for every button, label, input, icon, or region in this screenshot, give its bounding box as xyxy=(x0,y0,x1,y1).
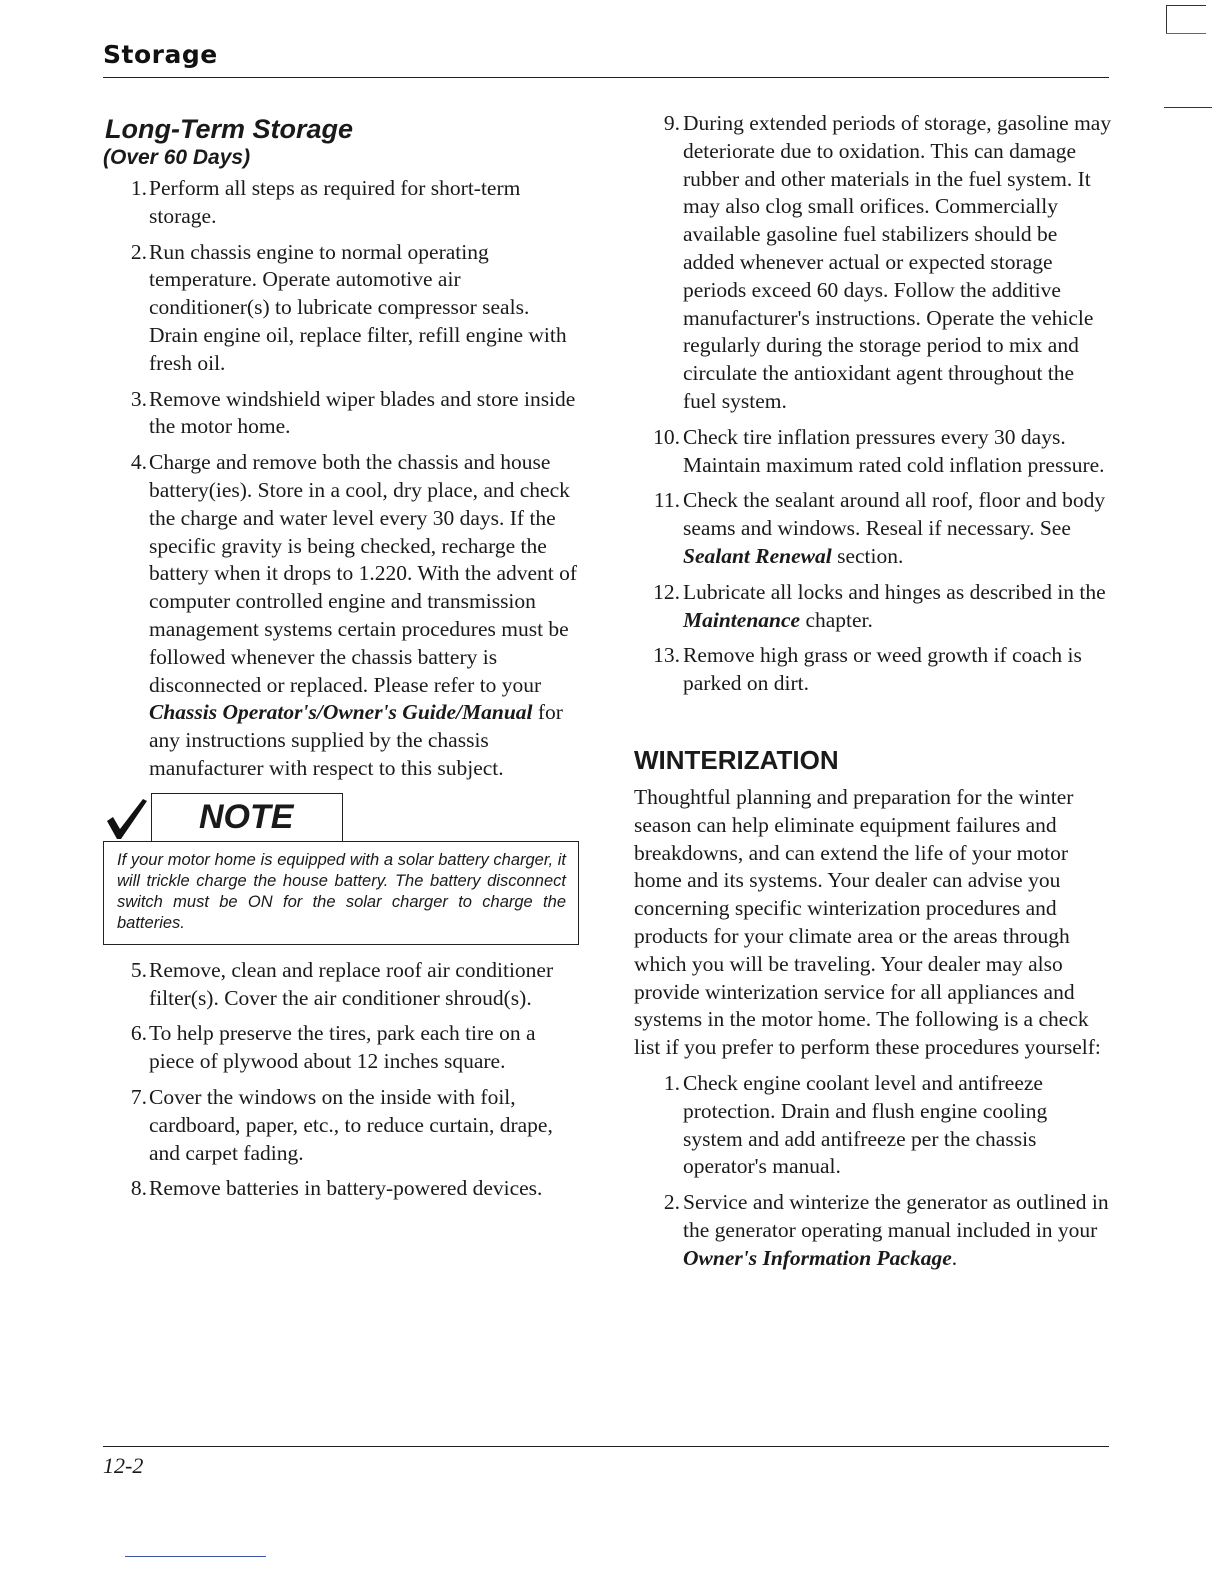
list-item xyxy=(634,110,1112,416)
list-item xyxy=(103,1175,583,1203)
list-item xyxy=(103,239,583,378)
long-term-storage-subtitle: (Over 60 Days) xyxy=(103,146,251,169)
step-text: Remove windshield wiper blades and store inside the motor home. xyxy=(149,386,576,439)
checkmark-icon xyxy=(103,795,149,841)
step-number: 3. xyxy=(130,386,147,411)
step-text: Remove, clean and replace roof air conditioner filter(s). Cover the air conditioner shroud(s). xyxy=(149,957,554,1010)
step-number: 9. xyxy=(663,111,680,135)
step-number: 7. xyxy=(130,1084,147,1109)
list-item xyxy=(634,1189,1112,1272)
step-text: . xyxy=(951,1245,958,1270)
storage-steps-list-continued xyxy=(103,957,583,1203)
step-number: 13. xyxy=(653,643,680,668)
list-item xyxy=(634,1070,1112,1181)
corner-mark xyxy=(1166,5,1206,6)
step-text: Lubricate all locks and hinges as described in the xyxy=(683,579,1106,604)
step-text: chapter. xyxy=(800,607,873,632)
left-column xyxy=(103,110,583,1211)
page-number: 12-2 xyxy=(103,1453,144,1478)
storage-steps-list-right xyxy=(634,110,1112,698)
step-text: Run chassis engine to normal operating temperature. Operate automotive air conditioner(s) to lubricate compressor seals. Drain engine oil, replace filter, refill engine with fresh oil. xyxy=(149,239,567,375)
step-text: Remove batteries in battery-powered devices. xyxy=(149,1176,543,1201)
package-reference: Owner's Information Package xyxy=(683,1245,952,1270)
list-item xyxy=(103,175,583,231)
step-text: Charge and remove both the chassis and house battery(ies). Store in a cool, dry place, and check the charge and water level every 30 days. If the specific gravity is being checked, recharge the battery when it drops to 1.220. With the advent of computer controlled engine and transmission management systems certain procedures must be followed whenever the chassis battery is disconnected or replaced. Please refer to your xyxy=(149,450,578,697)
footer-rule xyxy=(103,1446,1109,1447)
manual-reference: Chassis Operator's/Owner's Guide/Manual xyxy=(149,700,533,725)
step-number: 6. xyxy=(130,1021,147,1046)
bottom-edge-line xyxy=(125,1556,266,1557)
winterization-steps-list xyxy=(634,1070,1112,1273)
list-item xyxy=(634,487,1112,570)
step-number: 4. xyxy=(130,450,147,475)
corner-mark xyxy=(1166,33,1206,34)
list-item xyxy=(634,579,1112,635)
step-number: 10. xyxy=(653,424,680,449)
section-reference: Sealant Renewal xyxy=(683,543,832,568)
storage-steps-list xyxy=(103,175,583,783)
note-header xyxy=(103,793,579,841)
corner-mark xyxy=(1166,5,1167,33)
step-text: Check the sealant around all roof, floor and body seams and windows. Reseal if necessary. See xyxy=(683,488,1106,541)
corner-mark xyxy=(1164,107,1212,108)
step-text: During extended periods of storage, gasoline may deteriorate due to oxidation. This can damage rubber and other materials in the fuel system. It may also clog small orifices. Commercially available gasoline fuel stabilizers should be added whenever actual or expected storage periods exceed 60 days. Follow the additive manufacturer's instructions. Operate the vehicle regularly during the storage period to mix and circulate the antioxidant agent throughout the fuel system. xyxy=(683,111,1112,413)
step-text: Check engine coolant level and antifreeze protection. Drain and flush engine cooling system and add antifreeze per the chassis operator's manual. xyxy=(683,1070,1048,1179)
winterization-intro: Thoughtful planning and preparation for the winter season can help eliminate equipment failures and breakdowns, and can extend the life of your motor home and its systems. Your dealer can advise you concerning specific winterization procedures and products for your climate area or the areas through which you will be traveling. Your dealer may also provide winterization service for all appliances and systems in the motor home. The following is a check list if you prefer to perform these procedures yourself: xyxy=(634,784,1101,1060)
step-number: 1. xyxy=(130,176,147,200)
list-item xyxy=(634,642,1112,698)
step-text: Cover the windows on the inside with foil, cardboard, paper, etc., to reduce curtain, drape, and carpet fading. xyxy=(149,1084,553,1165)
step-number: 5. xyxy=(130,957,147,982)
note-callout xyxy=(103,793,579,945)
list-item xyxy=(103,1084,583,1167)
list-item xyxy=(103,449,583,783)
step-text: section. xyxy=(831,543,904,568)
step-number: 2. xyxy=(663,1190,680,1215)
step-number: 2. xyxy=(130,239,147,264)
long-term-storage-title: Long-Term Storage xyxy=(105,114,354,144)
section-header-title: Storage xyxy=(103,40,218,69)
list-item xyxy=(103,1020,583,1076)
step-text: To help preserve the tires, park each tire on a piece of plywood about 12 inches square. xyxy=(149,1021,536,1074)
list-item xyxy=(634,424,1112,480)
list-item xyxy=(103,957,583,1013)
note-label: NOTE xyxy=(199,797,294,836)
step-number: 8. xyxy=(130,1176,147,1201)
header-rule xyxy=(103,77,1109,78)
step-number: 11. xyxy=(653,488,680,513)
step-text: for any instructions supplied by the chassis manufacturer with respect to this subject. xyxy=(149,700,563,780)
step-number: 12. xyxy=(653,579,680,604)
step-text: Perform all steps as required for short-term storage. xyxy=(149,176,521,228)
step-text: Check tire inflation pressures every 30 days. Maintain maximum rated cold inflation pressure. xyxy=(683,424,1105,477)
right-column xyxy=(634,110,1112,1280)
winterization-title: WINTERIZATION xyxy=(634,744,839,775)
note-text: If your motor home is equipped with a solar battery charger, it will trickle charge the house battery. The battery disconnect switch must be ON for the solar charger to charge the batteries. xyxy=(103,841,579,945)
step-text: Remove high grass or weed growth if coach is parked on dirt. xyxy=(683,643,1082,696)
chapter-reference: Maintenance xyxy=(683,607,801,632)
step-text: Service and winterize the generator as outlined in the generator operating manual included in your xyxy=(683,1190,1109,1242)
step-number: 1. xyxy=(663,1070,680,1095)
list-item xyxy=(103,386,583,442)
